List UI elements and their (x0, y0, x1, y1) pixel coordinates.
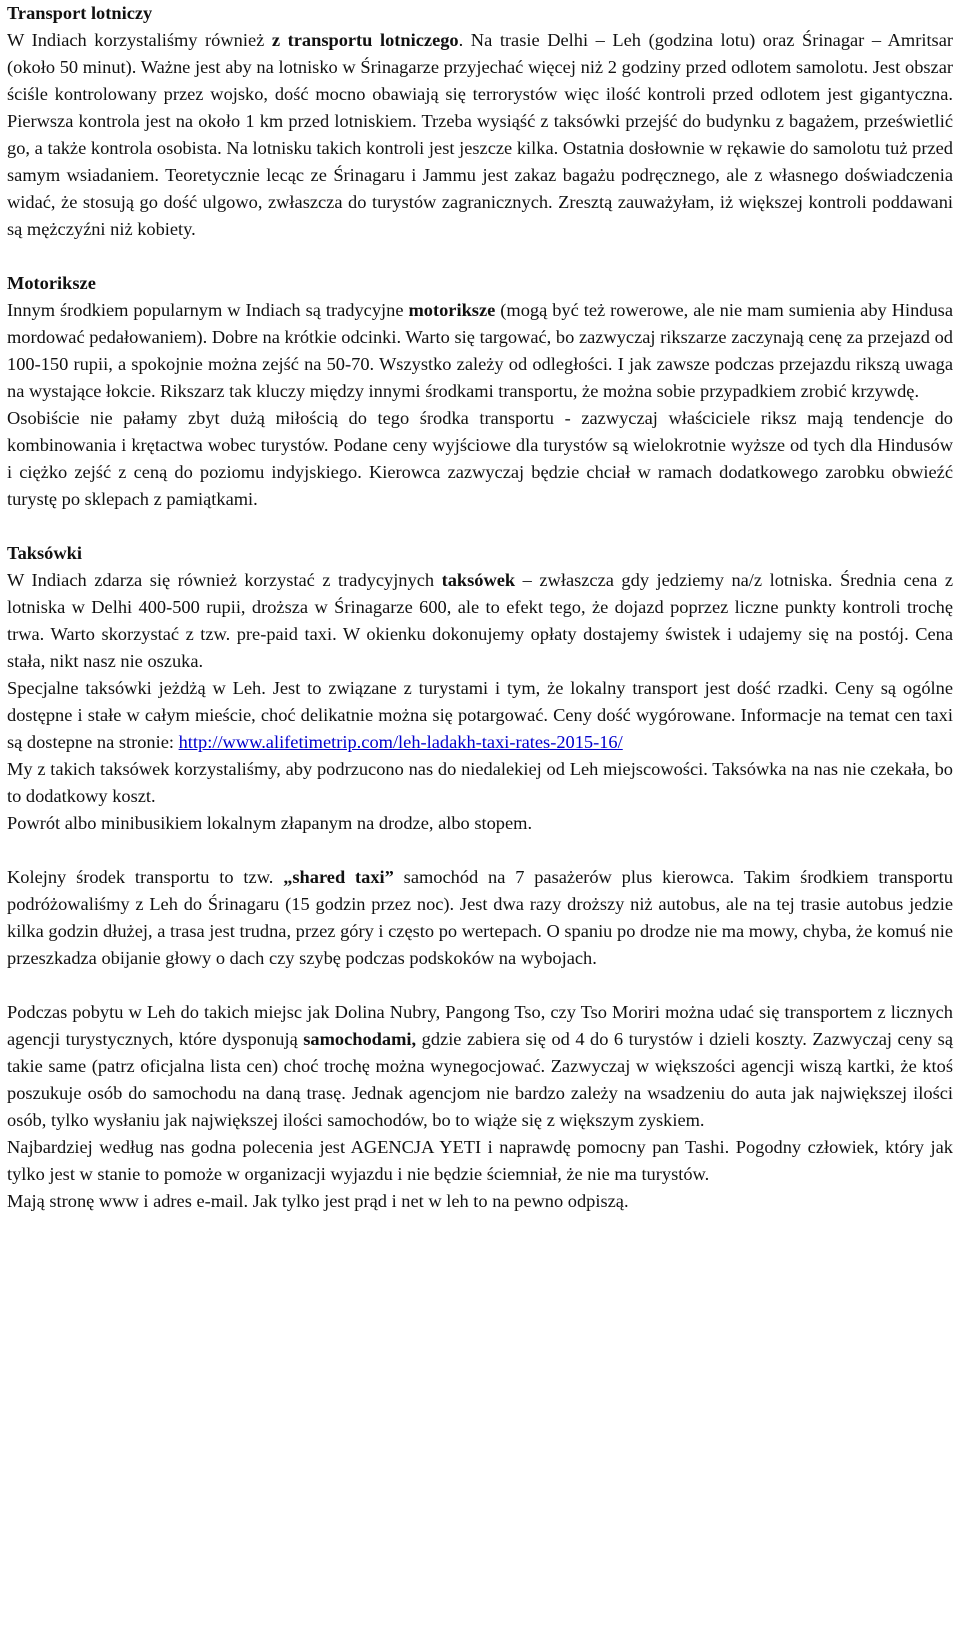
section-rickshaw (7, 270, 953, 513)
paragraph (7, 27, 953, 243)
text-run: Kolejny środek transportu to tzw. (7, 867, 284, 887)
paragraph (7, 567, 953, 675)
paragraph (7, 864, 953, 972)
section-cars (7, 999, 953, 1215)
text-run: gdzie zabiera się od 4 do 6 turystów i dzieli koszty. Zazwyczaj ceny są takie same (patrz oficjalna lista cen) choć trochę można wynegocjować. Zazwyczaj w większości agencji wiszą kartki, że ktoś poszukuje osób do samochodu na daną trasę. Jednak agencjom nie bardzo zależy na wsadzeniu do auta jak największej ilości osób, tylko wysłaniu jak największej ilości samochodów, bo to wiąże się z większym zyskiem. (7, 1029, 953, 1130)
paragraph (7, 297, 953, 405)
section-heading: Motoriksze (7, 273, 96, 293)
paragraph (7, 756, 953, 810)
text-run: Najbardziej według nas godna polecenia jest AGENCJA YETI i naprawdę pomocny pan Tashi. Pogodny człowiek, który jak tylko jest w stanie to pomoże w organizacji wyjazdu i nie będzie ściemniał, że nie ma turystów. (7, 1137, 953, 1184)
text-run: – zwłaszcza gdy jedziemy na/z lotniska. Średnia cena z lotniska w Delhi 400-500 rupii, droższa w Śrinagarze 600, ale to efekt tego, że dojazd poprzez liczne punkty kontroli trochę trwa. Warto skorzystać z tzw. pre-paid taxi. W okienku dokonujemy opłaty dostajemy świstek i udajemy się na postój. Cena stała, nikt nasz nie oszuka. (7, 570, 953, 671)
section-taxi (7, 540, 953, 837)
bold-text: taksówek (441, 570, 516, 590)
section-heading: Taksówki (7, 543, 82, 563)
text-run: W Indiach zdarza się również korzystać z tradycyjnych (7, 570, 442, 590)
paragraph (7, 1188, 953, 1215)
section-shared (7, 864, 953, 972)
section-air (7, 0, 953, 243)
section-spacer (7, 837, 953, 864)
section-spacer (7, 972, 953, 999)
paragraph (7, 810, 953, 837)
text-run: Specjalne taksówki jeżdżą w Leh. Jest to związane z turystami i tym, że lokalny transport jest dość rzadki. Ceny są ogólne dostępne i stałe w całym mieście, choć delikatnie można się potargować. Ceny dość wygórowane. Informacje na temat cen taxi są dostepne na stronie: (7, 678, 953, 752)
text-run: Mają stronę www i adres e-mail. Jak tylko jest prąd i net w leh to na pewno odpiszą. (7, 1191, 629, 1211)
text-run: Podczas pobytu w Leh do takich miejsc jak Dolina Nubry, Pangong Tso, czy Tso Moriri można udać się transportem z licznych agencji turystycznych, które dysponują (7, 1002, 953, 1049)
text-run: (mogą być też rowerowe, ale nie mam sumienia aby Hindusa mordować pedałowaniem). Dobre na krótkie odcinki. Warto się targować, bo zazwyczaj rikszarze zaczynają cenę za przejazd od 100-150 rupii, a spokojnie można zejść na 50-70. Wszystko zależy od odległości. I jak zawsze podczas przejazdu rikszą uwaga na wystające łokcie. Rikszarz tak kluczy między innymi środkami transportu, że można sobie przypadkiem zrobić krzywdę. (7, 300, 953, 401)
bold-text: motoriksze (408, 300, 496, 320)
bold-text: „shared taxi” (283, 867, 394, 887)
text-run: samochód na 7 pasażerów plus kierowca. Takim środkiem transportu podróżowaliśmy z Leh do Śrinagaru (15 godzin przez noc). Jest dwa razy droższy niż autobus, ale na tej trasie autobus jedzie kilka godzin dłużej, a trasa jest trudna, przez góry i często po wertepach. O spaniu po drodze nie ma mowy, chyba, że komuś nie przeszkadza obijanie głowy o dach czy szybę podczas podskoków na wybojach. (7, 867, 953, 968)
paragraph (7, 405, 953, 513)
text-run: W Indiach korzystaliśmy również (7, 30, 272, 50)
bold-text: z transportu lotniczego (271, 30, 459, 50)
section-spacer (7, 243, 953, 270)
text-run: My z takich taksówek korzystaliśmy, aby podrzucono nas do niedalekiej od Leh miejscowości. Taksówka na nas nie czekała, bo to dodatkowy koszt. (7, 759, 953, 806)
text-run: . Na trasie Delhi – Leh (godzina lotu) oraz Śrinagar – Amritsar (około 50 minut). Ważne jest aby na lotnisko w Śrinagarze przyjechać więcej niż 2 godziny przed odlotem samolotu. Jest obszar ściśle kontrolowany przez wojsko, dość mocno obawiają się terrorystów więc ilość kontroli przed odlotem jest gigantyczna. Pierwsza kontrola jest na około 1 km przed lotniskiem. Trzeba wysiąść z taksówki przejść do budynku z bagażem, prześwietlić go, a także kontrola osobista. Na lotnisku takich kontroli jest jeszcze kilka. Ostatnia dosłownie w rękawie do samolotu tuż przed samym wsiadaniem. Teoretycznie lecąc ze Śrinagaru i Jammu jest zakaz bagażu podręcznego, ale z własnego doświadczenia widać, że stosują go dość ulgowo, zwłaszcza do turystów zagranicznych. Zresztą zauważyłam, iż większej kontroli poddawani są mężczyźni niż kobiety. (7, 30, 953, 239)
paragraph (7, 1134, 953, 1188)
text-run: Powrót albo minibusikiem lokalnym złapanym na drodze, albo stopem. (7, 813, 533, 833)
section-heading: Transport lotniczy (7, 3, 153, 23)
paragraph (7, 999, 953, 1134)
section-spacer (7, 513, 953, 540)
bold-text: samochodami, (303, 1029, 417, 1049)
text-run: Innym środkiem popularnym w Indiach są tradycyjne (7, 300, 409, 320)
external-link[interactable]: http://www.alifetimetrip.com/leh-ladakh-taxi-rates-2015-16/ (178, 732, 623, 752)
text-run: Osobiście nie pałamy zbyt dużą miłością do tego środka transportu - zazwyczaj właściciele riksz mają tendencje do kombinowania i krętactwa wobec turystów. Podane ceny wyjściowe dla turystów są wielokrotnie wyższe od tych dla Hindusów i ciężko zejść z ceną do poziomu indyjskiego. Kierowca zazwyczaj będzie chciał w ramach dodatkowego zarobku obwieźć turystę po sklepach z pamiątkami. (7, 408, 953, 509)
paragraph (7, 675, 953, 756)
